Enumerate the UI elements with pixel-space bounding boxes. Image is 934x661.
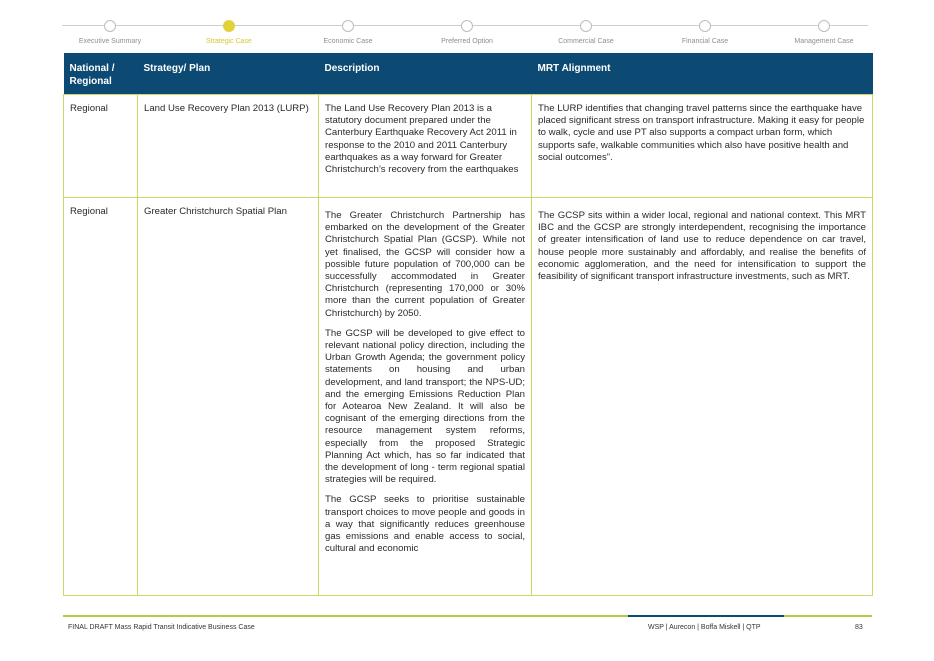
cell-alignment	[532, 198, 873, 596]
step-label: Commercial Case	[558, 38, 614, 45]
step-dot	[461, 20, 473, 32]
cell-level: Regional	[64, 198, 138, 596]
step-dot	[342, 20, 354, 32]
step-dot	[699, 20, 711, 32]
strategy-table	[63, 53, 873, 596]
cell-plan: Greater Christchurch Spatial Plan	[138, 198, 319, 596]
step-label: Strategic Case	[206, 38, 252, 45]
section-progress-nav	[62, 18, 868, 48]
alignment-paragraph: The GCSP sits within a wider local, regional and national context. This MRT IBC and the GCSP are strongly interdependent, recognising the importance of greater intensification of land use to reduce dependence on car travel, house people more sustainably and affordably, and realise the benefits of economic agglomeration, and the need for intensification to support the feasibility of significant transport infrastructure investments, such as MRT.	[538, 210, 866, 283]
footer-authors: WSP | Aurecon | Boffa Miskell | QTP	[648, 624, 761, 631]
description-paragraph: The Land Use Recovery Plan 2013 is a statutory document prepared under the Canterbury Earthquake Recovery Act 2011 in response to the 2010 and 2011 Canterbury earthquakes as a way forward for Greater Christchurch’s recovery from the earthquakes	[325, 103, 519, 176]
step-commercial-case[interactable]	[526, 18, 646, 45]
step-strategic-case[interactable]	[169, 18, 289, 45]
alignment-paragraph: The LURP identifies that changing travel patterns since the earthquake have placed significant stress on transport infrastructure. Making it easy for people to walk, cycle and use PT also supports a compact urban form, which supports safe, walkable communities which also have positive health and social outcomes”.	[538, 103, 865, 163]
header-mrt-alignment: MRT Alignment	[532, 53, 873, 95]
cell-description	[319, 95, 532, 198]
description-paragraph: The Greater Christchurch Partnership has embarked on the development of the Greater Christchurch Spatial Plan (GCSP). While not yet finalised, the GCSP will consider how a possible future population of 700,000 can be successfully accommodated in Greater Christchurch (representing 170,000 or 30% more than the current population of Greater Christchurch) by 2050.	[325, 210, 525, 319]
step-label: Preferred Option	[441, 38, 493, 45]
cell-description	[319, 198, 532, 596]
step-label: Financial Case	[681, 38, 729, 45]
step-label: Economic Case	[323, 38, 373, 45]
footer-rule-green	[63, 615, 628, 617]
cell-level: Regional	[64, 95, 138, 198]
footer-page-number: 83	[855, 624, 863, 631]
step-label: Executive Summary	[78, 38, 142, 45]
header-national-regional: National / Regional	[64, 53, 138, 95]
table-row	[64, 198, 873, 596]
footer-rule-green-end	[784, 615, 872, 617]
step-dot	[818, 20, 830, 32]
step-dot	[104, 20, 116, 32]
description-paragraph: The GCSP will be developed to give effect to relevant national policy direction, including the Urban Growth Agenda; the government policy statements on housing and urban development, and land transport; the NPS-UD; and the emerging Emissions Reduction Plan for Aotearoa New Zealand. It will also be cognisant of the emerging directions from the resource management system reforms, especially from the proposed Strategic Planning Act which, has so far indicated that the development of long - term regional spatial strategies will be required.	[325, 327, 525, 486]
cell-alignment	[532, 95, 873, 198]
header-description: Description	[319, 53, 532, 95]
footer-rule-blue	[628, 615, 784, 617]
step-economic-case[interactable]	[288, 18, 408, 45]
footer-document-title: FINAL DRAFT Mass Rapid Transit Indicative Business Case	[68, 624, 255, 631]
step-financial-case[interactable]	[645, 18, 765, 45]
step-management-case[interactable]	[764, 18, 884, 45]
step-label: Management Case	[794, 38, 854, 45]
table-header-row	[64, 53, 873, 95]
cell-plan: Land Use Recovery Plan 2013 (LURP)	[138, 95, 319, 198]
header-strategy-plan: Strategy/ Plan	[138, 53, 319, 95]
step-preferred-option[interactable]	[407, 18, 527, 45]
step-dot	[580, 20, 592, 32]
step-executive-summary[interactable]	[50, 18, 170, 45]
description-paragraph: The GCSP seeks to prioritise sustainable transport choices to move people and goods in a way that significantly reduces greenhouse gas emissions and enable access to social, cultural and economic	[325, 494, 525, 555]
step-dot-active	[223, 20, 235, 32]
table-row	[64, 95, 873, 198]
